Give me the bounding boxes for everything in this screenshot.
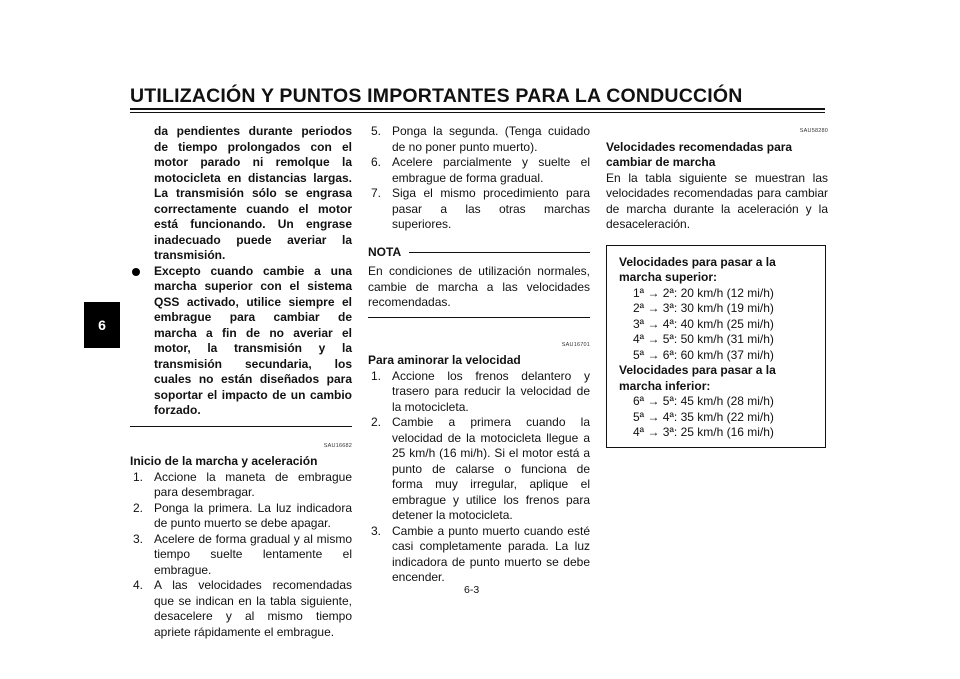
list-number: 2.	[133, 500, 144, 515]
column-2	[368, 124, 590, 586]
speed-row: 1ª → 2ª: 20 km/h (12 mi/h)	[633, 285, 774, 300]
note-header	[368, 245, 590, 261]
section-intro: En la tabla siguiente se muestran las velocidades recomendadas para cambiar de marcha durante la aceleración y la desaceleración.	[606, 170, 828, 231]
list-text: Ponga la primera. La luz indicadora de punto muerto se debe apagar.	[154, 500, 352, 530]
list-text: Siga el mismo procedimiento para pasar a las otras marchas superiores.	[392, 186, 590, 231]
section-code: SAU16701	[561, 341, 590, 348]
speed-row: 6ª → 5ª: 45 km/h (28 mi/h)	[633, 394, 774, 408]
list-text: Accione la maneta de embrague para desembragar.	[154, 469, 352, 499]
list-number: 3.	[133, 531, 144, 546]
list-item	[130, 470, 352, 501]
list-number: 7.	[371, 186, 382, 200]
section-heading: Velocidades recomendadas para cambiar de marcha	[606, 139, 793, 169]
list-item	[130, 578, 352, 640]
section-heading: Para aminorar la velocidad	[368, 353, 521, 367]
page-number: 6-3	[464, 584, 480, 596]
list-item	[368, 155, 590, 186]
list-number: 3.	[371, 523, 382, 538]
list-text: Cambie a punto muerto cuando esté casi completamente parada. La luz indicadora de punto muerto se debe encender.	[392, 523, 590, 584]
page-title: UTILIZACIÓN Y PUNTOS IMPORTANTES PARA LA CONDUCCIÓN	[130, 85, 743, 107]
speed-row: 4ª → 5ª: 50 km/h (31 mi/h)	[633, 332, 774, 346]
speed-row: 5ª → 4ª: 35 km/h (22 mi/h)	[633, 409, 774, 424]
header-rule-thin	[130, 112, 825, 113]
list-number: 1.	[371, 368, 382, 383]
list-item	[368, 369, 590, 416]
list-number: 2.	[371, 415, 382, 429]
list-text: Accione los frenos delantero y trasero para reducir la velocidad de la motocicleta.	[392, 368, 590, 414]
column-3	[606, 124, 828, 448]
list-text: Acelere de forma gradual y al mismo tiempo suelte lentamente el embrague.	[154, 531, 352, 577]
section-tab: 6	[84, 302, 120, 348]
list-number: 6.	[371, 155, 382, 169]
downshift-title: Velocidades para pasar a la marcha inferior:	[619, 363, 776, 393]
note-rule	[409, 252, 590, 253]
section-code: SAU16682	[323, 442, 352, 449]
list-number: 4.	[133, 578, 144, 592]
column-1	[130, 124, 352, 640]
note-title: NOTA	[368, 244, 402, 259]
list-item	[130, 532, 352, 579]
list-item	[368, 524, 590, 586]
upshift-title: Velocidades para pasar a la marcha superior:	[619, 254, 776, 284]
speed-row: 5ª → 6ª: 60 km/h (37 mi/h)	[633, 347, 774, 362]
warning-bullet	[130, 264, 352, 419]
list-text: Cambie a primera cuando la velocidad de la motocicleta llegue a 25 km/h (16 mi/h). Si el motor está a punto de calarse o funciona de forma muy irregular, aplique el embrague y utilice los frenos para detener la motocicleta.	[392, 415, 590, 522]
note-text: En condiciones de utilización normales, cambie de marcha a las velocidades recomendadas.	[368, 264, 590, 309]
bullet-dot-icon	[132, 268, 140, 276]
section-divider	[130, 426, 352, 427]
section-code: SAU58280	[799, 128, 828, 134]
speed-table	[606, 245, 826, 448]
speed-row: 4ª → 3ª: 25 km/h (16 mi/h)	[633, 425, 774, 439]
list-text: Acelere parcialmente y suelte el embrague de forma gradual.	[392, 155, 590, 185]
speed-row: 2ª → 3ª: 30 km/h (19 mi/h)	[633, 301, 774, 315]
list-item	[368, 415, 590, 524]
bullet-text: Excepto cuando cambie a una marcha superior con el sistema QSS activado, utilice siempre el embrague para cambiar de marcha a fin de no averiar el motor, la transmisión y la transmisión secundaria, los cuales no están diseñados para soportar el impacto de un cambio forzado.	[154, 263, 352, 417]
list-number: 5.	[371, 124, 382, 138]
list-item	[368, 124, 590, 155]
list-text: Ponga la segunda. (Tenga cuidado de no poner punto muerto).	[392, 124, 590, 154]
list-text: A las velocidades recomendadas que se indican en la tabla siguiente, desacelere y al mismo tiempo apriete rápidamente el embrague.	[154, 578, 352, 639]
header-rule-thick	[130, 108, 825, 110]
note-divider	[368, 317, 590, 318]
speed-row: 3ª → 4ª: 40 km/h (25 mi/h)	[633, 316, 774, 331]
warning-paragraph: da pendientes durante periodos de tiempo prolongados con el motor parado ni remolque la motocicleta en distancias largas. La transmisión sólo se engrasa correctamente cuando el motor está funcionando. Un engrase inadecuado puede averiar la transmisión.	[154, 124, 352, 262]
list-item	[130, 501, 352, 532]
list-number: 1.	[133, 469, 144, 484]
section-heading: Inicio de la marcha y aceleración	[130, 454, 318, 468]
list-item	[368, 186, 590, 233]
